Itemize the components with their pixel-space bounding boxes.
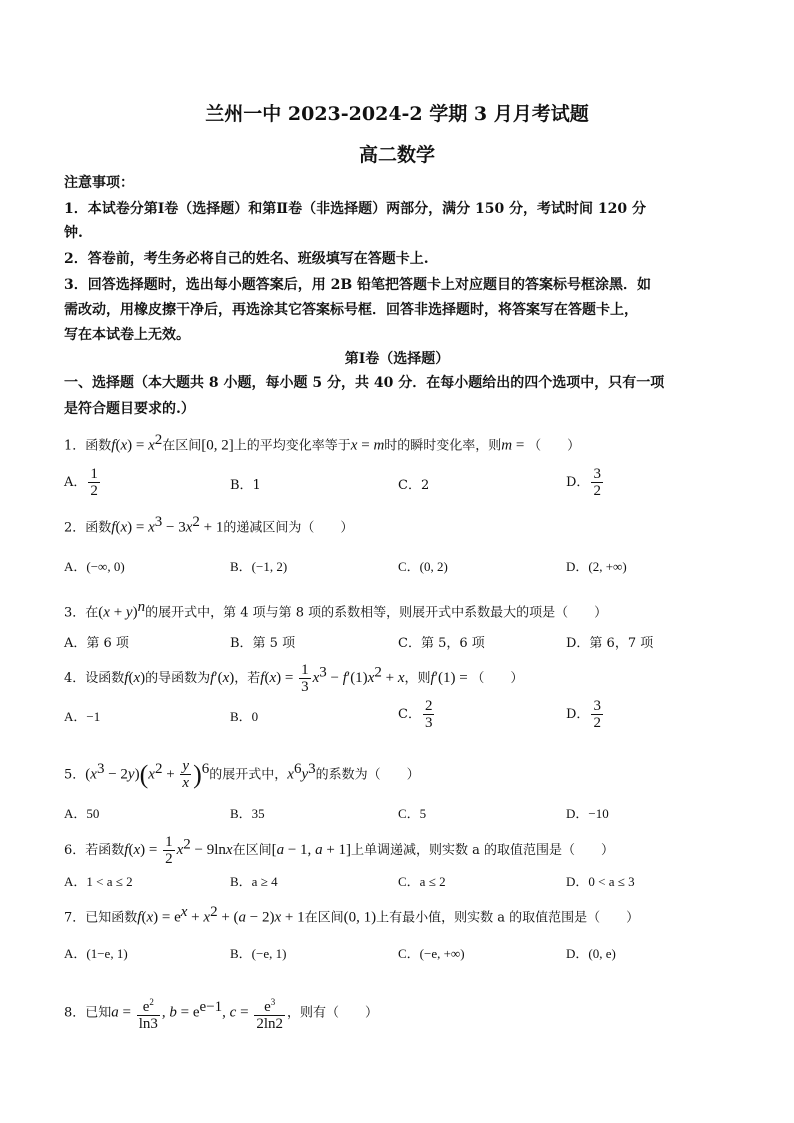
q4-option-a[interactable]: A．−1: [64, 709, 101, 724]
q2-option-b[interactable]: B．(−1, 2): [230, 559, 288, 574]
question-5: 5．$(x^3 - 2y)(x^2$ + $\frac{y}{x}$ )$^6$的展开式中，$x^6y^3$的系数为（ ）: [64, 758, 420, 792]
exam-title: 兰州一中 2023-2024-2 学期 3 月月考试题: [205, 103, 589, 125]
q6-option-a[interactable]: A．1 < a ≤ 2: [64, 874, 133, 889]
q4-option-b[interactable]: B．0: [230, 709, 259, 724]
question-4: 4．设函数f(x)的导函数为f′(x)，若f(x) = $\frac{1}{3}$ $x^3 - f'(1)x^2 + x$，则f′(1) = （ ）: [64, 662, 524, 695]
q3-option-c[interactable]: C．第 5，6 项: [398, 636, 485, 651]
q7-option-d[interactable]: D．(0, e): [566, 946, 616, 961]
q2-option-c[interactable]: C．(0, 2): [398, 559, 448, 574]
q3-option-b[interactable]: B．第 5 项: [230, 636, 296, 651]
question-6: 6．若函数f(x) = $\frac{1}{2}$ $x^2 - 9\ln x$在区间[a − 1, a + 1]上单调递减，则实数 a 的取值范围是（ ）: [64, 834, 615, 867]
section-intro-cont: 是符合题目要求的.）: [64, 401, 195, 417]
q7-option-b[interactable]: B．(−e, 1): [230, 946, 287, 961]
q6-option-d[interactable]: D．0 < a ≤ 3: [566, 874, 635, 889]
q5-option-b[interactable]: B．35: [230, 806, 265, 821]
question-8: 8．已知a = $\frac{e^2}{\ln 3}$ , $b = e^{e-1}$, c = $\frac{e^3}{2\ln 2}$ ，则有（ ）: [64, 988, 744, 1032]
q1-option-d[interactable]: D． $\frac{3}{2}$: [566, 466, 601, 499]
q7-option-c[interactable]: C．(−e, +∞): [398, 946, 465, 961]
question-3: 3．在$(x + y)^n$的展开式中，第 4 项与第 8 项的系数相等，则展开式中系数最大的项是（ ）: [64, 599, 608, 621]
notice-item-3-cont2: 写在本试卷上无效。: [64, 327, 190, 343]
question-2: 2．函数$f(x) = x^3 - 3x^2 + 1$的递减区间为（ ）: [64, 514, 354, 536]
q1-option-b[interactable]: B．1: [230, 478, 261, 493]
q3-option-a[interactable]: A．第 6 项: [64, 636, 129, 651]
q1-option-c[interactable]: C．2: [398, 478, 430, 493]
q7-option-a[interactable]: A．(1−e, 1): [64, 946, 128, 961]
section-intro: 一、选择题（本大题共 8 小题，每小题 5 分，共 40 分．在每小题给出的四个选项中，只有一项: [64, 375, 665, 391]
q3-option-d[interactable]: D．第 6，7 项: [566, 636, 654, 651]
notice-item-1-cont: 钟.: [64, 225, 83, 241]
q4-option-d[interactable]: D． $\frac{3}{2}$: [566, 698, 601, 731]
question-7: 7．已知函数$f(x) = e^x + x^2 + (a - 2)x + 1$在区间(0, 1)上有最小值，则实数 a 的取值范围是（ ）: [64, 904, 640, 926]
question-1: 1．函数$f(x) = x^2$在区间[0, 2]上的平均变化率等于x = m时的瞬时变化率，则m = （ ）: [64, 432, 581, 454]
q6-option-b[interactable]: B．a ≥ 4: [230, 874, 278, 889]
q5-option-d[interactable]: D．−10: [566, 806, 609, 821]
notice-heading: 注意事项：: [64, 175, 134, 191]
q2-option-a[interactable]: A．(−∞, 0): [64, 559, 125, 574]
notice-item-2: 2．答卷前，考生务必将自己的姓名、班级填写在答题卡上.: [64, 251, 429, 267]
q5-option-a[interactable]: A．50: [64, 806, 100, 821]
q1-option-a[interactable]: A． $\frac{1}{2}$: [64, 466, 98, 499]
notice-item-3: 3．回答选择题时，选出每小题答案后，用 2B 铅笔把答题卡上对应题目的答案标号框涂黑．如: [64, 277, 652, 293]
q5-option-c[interactable]: C．5: [398, 806, 427, 821]
exam-subtitle: 高二数学: [358, 144, 435, 166]
section-title: 第Ⅰ卷（选择题）: [344, 351, 450, 367]
q2-option-d[interactable]: D．(2, +∞): [566, 559, 627, 574]
notice-item-3-cont: 需改动，用橡皮擦干净后，再选涂其它答案标号框．回答非选择题时，将答案写在答题卡上，: [64, 302, 638, 318]
notice-item-1: 1．本试卷分第Ⅰ卷（选择题）和第Ⅱ卷（非选择题）两部分，满分 150 分，考试时间 120 分: [64, 201, 647, 217]
q6-option-c[interactable]: C．a ≤ 2: [398, 874, 446, 889]
q4-option-c[interactable]: C． $\frac{2}{3}$: [398, 698, 433, 731]
